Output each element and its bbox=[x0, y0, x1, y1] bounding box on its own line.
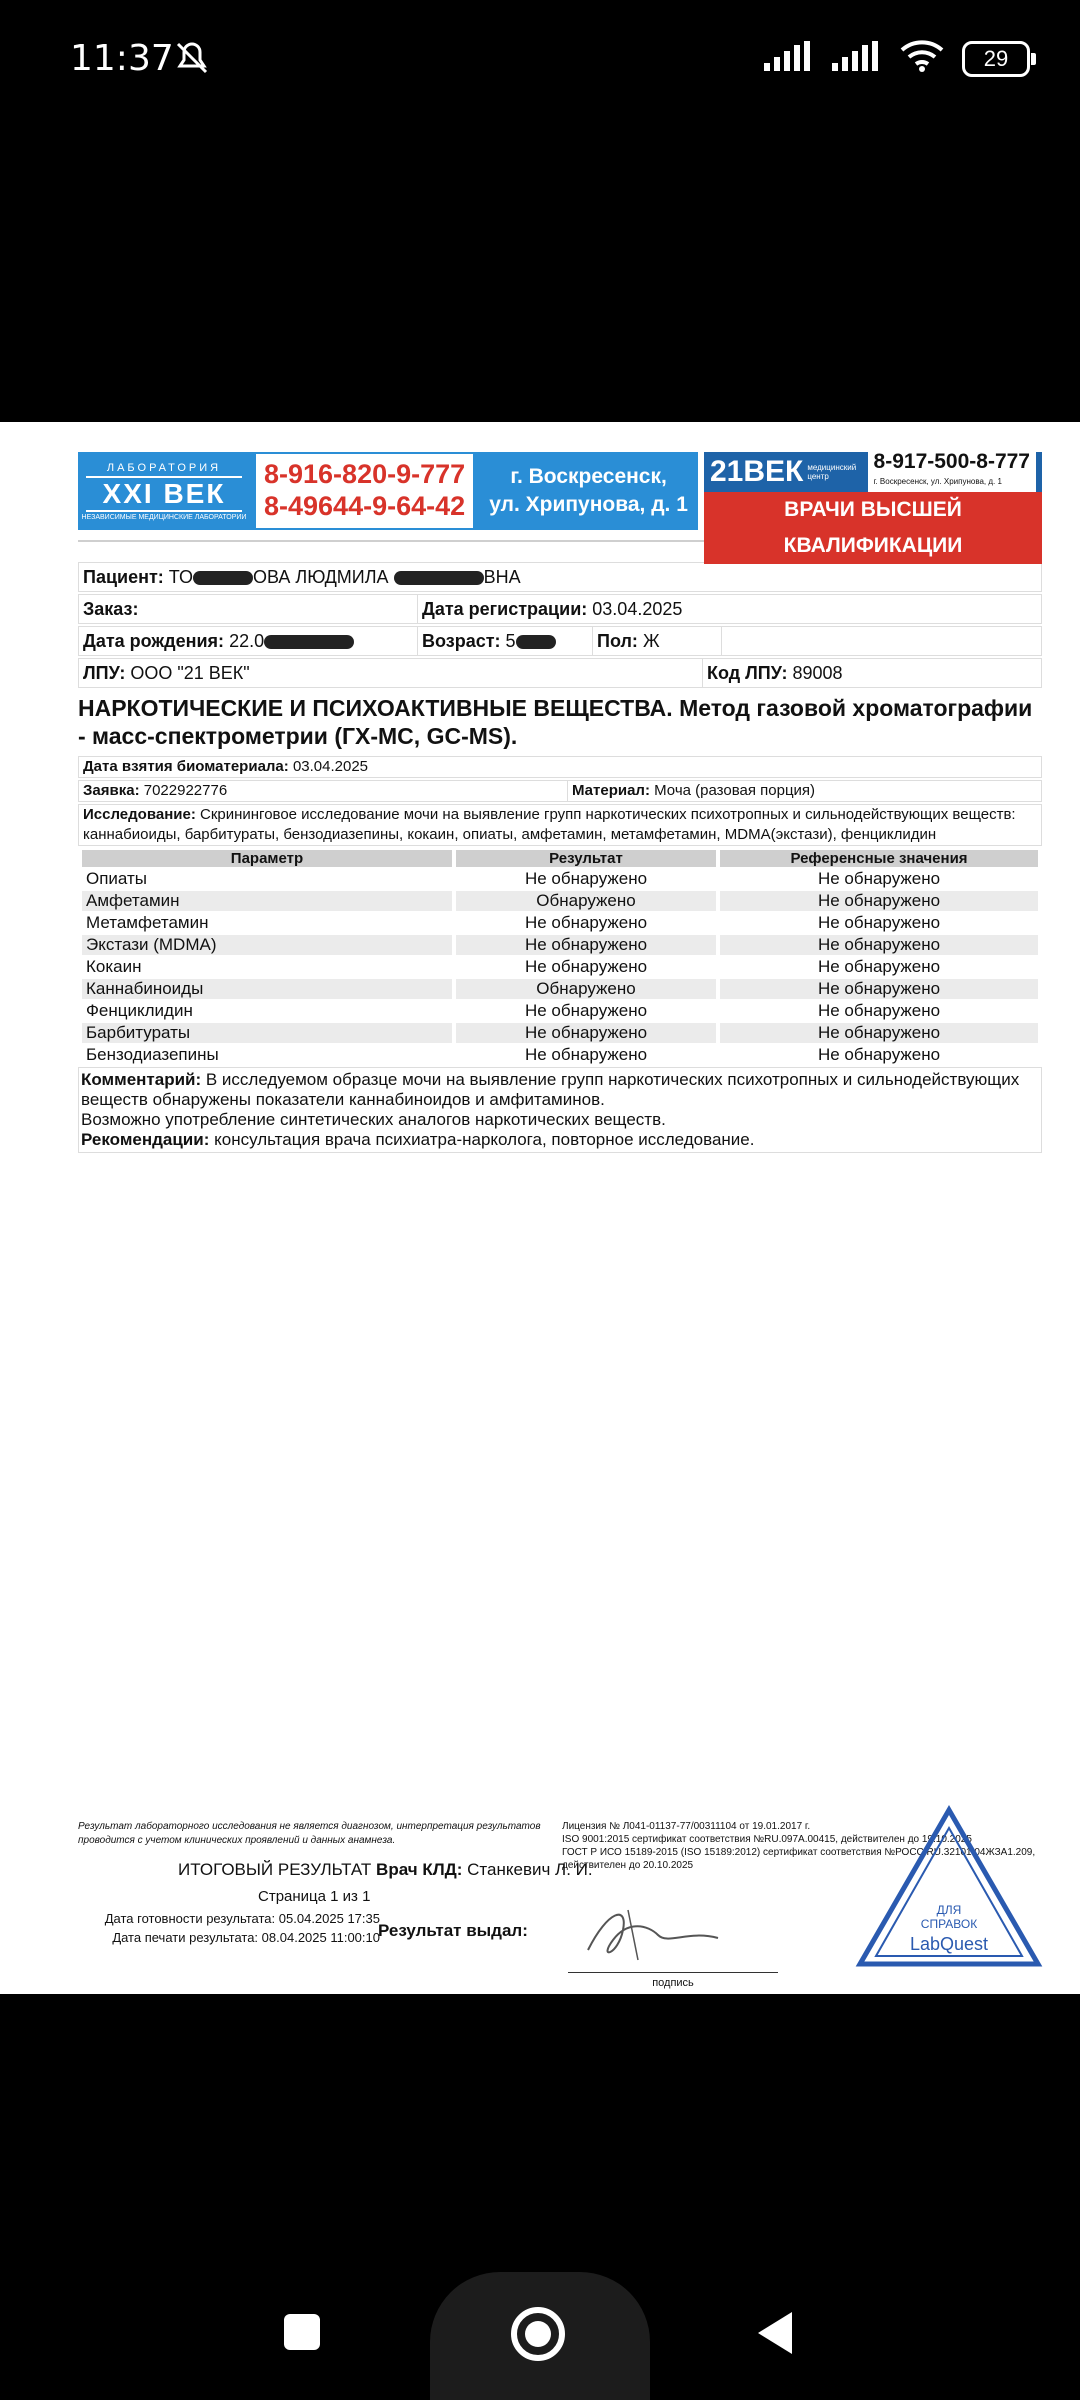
disclaimer: Результат лабораторного исследования не является диагнозом, интерпретация результатов проводится с учетом клинических проявлений и данных анамнеза. bbox=[78, 1821, 541, 1846]
result-cell: Не обнаружено bbox=[524, 913, 648, 932]
home-button[interactable] bbox=[510, 2306, 566, 2362]
city: г. Воскресенск, bbox=[510, 465, 667, 488]
table-row bbox=[82, 957, 1038, 977]
parameter-cell: Каннабиноиды bbox=[82, 979, 452, 999]
col-reference: Референсные значения bbox=[720, 850, 1038, 867]
recents-button[interactable] bbox=[282, 2312, 322, 2352]
result-cell: Не обнаружено bbox=[456, 935, 716, 955]
phone-3: 8-917-500-8-777 bbox=[873, 450, 1030, 473]
battery-icon: 29 bbox=[962, 41, 1030, 77]
dob-row: Дата рождения: 22.0 Возраст: 5 Пол: Ж bbox=[78, 626, 1042, 656]
col-result: Результат bbox=[456, 850, 716, 867]
slogan: ВРАЧИ ВЫСШЕЙ КВАЛИФИКАЦИИ bbox=[704, 492, 1042, 564]
labquest-stamp bbox=[854, 1804, 1044, 1974]
parameter-cell: Амфетамин bbox=[82, 891, 452, 911]
patient-row: Пациент: ТО ОВА ЛЮДМИЛА ВНА bbox=[78, 562, 1042, 592]
page-info: Страница 1 из 1 bbox=[258, 1888, 371, 1905]
phone-1: 8-916-820-9-777 bbox=[264, 459, 466, 489]
result-cell: Не обнаружено bbox=[524, 1001, 648, 1020]
signature bbox=[568, 1900, 748, 1970]
brand-sub: медицинский центр bbox=[807, 463, 857, 481]
reference-cell: Не обнаружено bbox=[817, 913, 941, 932]
reference-cell: Не обнаружено bbox=[817, 1045, 941, 1064]
reference-cell: Не обнаружено bbox=[720, 979, 1038, 999]
wifi-icon bbox=[900, 40, 944, 77]
phone-2: 8-49644-9-64-42 bbox=[264, 491, 466, 521]
result-dates: Дата готовности результата: 05.04.2025 17:35 Дата печати результата: 08.04.2025 11:00:10 bbox=[104, 1911, 380, 1945]
header-banner bbox=[78, 450, 1042, 557]
navigation-bar bbox=[0, 2200, 1080, 2400]
lab-logo: ЛАБОРАТОРИЯ XXI ВЕК НЕЗАВИСИМЫЕ МЕДИЦИНСКИЕ ЛАБОРАТОРИИ bbox=[81, 461, 247, 521]
brand-21vek: 21ВЕК bbox=[710, 455, 804, 488]
result-cell: Не обнаружено bbox=[524, 957, 648, 976]
parameter-cell: Кокаин bbox=[86, 957, 142, 976]
signature-line: подпись bbox=[568, 1972, 778, 1989]
col-parameter: Параметр bbox=[82, 850, 452, 867]
redaction bbox=[193, 571, 253, 585]
result-cell: Обнаружено bbox=[456, 979, 716, 999]
reference-cell: Не обнаружено bbox=[817, 957, 941, 976]
street: ул. Хрипунова, д. 1 bbox=[489, 493, 688, 516]
signal-icon-2 bbox=[832, 41, 882, 76]
test-title: НАРКОТИЧЕСКИЕ И ПСИХОАКТИВНЫЕ ВЕЩЕСТВА. Метод газовой хроматографии - масс-спектрометрии (ГХ-МС, GC-MS). bbox=[78, 695, 1033, 749]
redaction bbox=[264, 635, 354, 649]
back-button[interactable] bbox=[756, 2310, 796, 2356]
stamp-text-3: LabQuest bbox=[909, 1934, 989, 1954]
stamp-text-2: СПРАВОК bbox=[920, 1917, 978, 1931]
table-row bbox=[82, 891, 1038, 911]
table-row bbox=[82, 1023, 1038, 1043]
final-result: ИТОГОВЫЙ РЕЗУЛЬТАТ Врач КЛД: Станкевич Л. И. bbox=[178, 1860, 593, 1879]
order-row: Заказ: Дата регистрации: 03.04.2025 bbox=[78, 594, 1042, 624]
issued-by: Результат выдал: bbox=[378, 1921, 528, 1940]
sample-date-row: Дата взятия биоматериала: 03.04.2025 bbox=[78, 756, 1042, 778]
result-cell: Обнаружено bbox=[456, 891, 716, 911]
reference-cell: Не обнаружено bbox=[817, 869, 941, 888]
signal-icon bbox=[764, 41, 814, 76]
results-table bbox=[78, 848, 1042, 1067]
addr-2: г. Воскресенск, ул. Хрипунова, д. 1 bbox=[873, 477, 1002, 486]
reference-cell: Не обнаружено bbox=[817, 1001, 941, 1020]
licenses: Лицензия № Л041-01137-77/00311104 от 19.01.2017 г. ISO 9001:2015 сертификат соответствия №RU.097A.00415, действителен до 19.10.2025 ГОСТ Р ИСО 15189-2015 (ISO 15189:2012) сертификат соответствия №РОСС RU.32101.04ЖЗА1.209, действителен до 20.10.2025 bbox=[562, 1821, 1036, 1871]
parameter-cell: Бензодиазепины bbox=[86, 1045, 219, 1064]
parameter-cell: Барбитураты bbox=[82, 1023, 452, 1043]
parameter-cell: Фенциклидин bbox=[86, 1001, 193, 1020]
clock: 11:37 bbox=[70, 38, 174, 79]
redaction bbox=[516, 635, 556, 649]
table-row bbox=[82, 979, 1038, 999]
table-row bbox=[82, 1045, 1038, 1065]
parameter-cell: Метамфетамин bbox=[86, 913, 209, 932]
request-row: Заявка: 7022922776 Материал: Моча (разовая порция) bbox=[78, 780, 1042, 802]
table-row bbox=[82, 913, 1038, 933]
mute-icon bbox=[172, 40, 212, 81]
parameter-cell: Экстази (MDMA) bbox=[82, 935, 452, 955]
reference-cell: Не обнаружено bbox=[720, 935, 1038, 955]
lpu-row: ЛПУ: ООО "21 ВЕК" Код ЛПУ: 89008 bbox=[78, 658, 1042, 688]
table-row bbox=[82, 1001, 1038, 1021]
document-page[interactable] bbox=[0, 422, 1080, 1994]
redaction bbox=[394, 571, 484, 585]
result-cell: Не обнаружено bbox=[456, 1023, 716, 1043]
table-row bbox=[82, 869, 1038, 889]
result-cell: Не обнаружено bbox=[524, 1045, 648, 1064]
status-bar bbox=[0, 0, 1080, 120]
comments-box: Комментарий: В исследуемом образце мочи на выявление групп наркотических психотропных и сильнодействующих веществ обнаружены показатели каннабиноидов и амфитаминов. Возможно употребление синтетических аналогов наркотических веществ. Рекомендации: консультация врача психиатра-нарколога, повторное исследование. bbox=[78, 1067, 1042, 1153]
parameter-cell: Опиаты bbox=[86, 869, 148, 888]
reference-cell: Не обнаружено bbox=[720, 891, 1038, 911]
stamp-text-1: ДЛЯ bbox=[936, 1903, 962, 1917]
result-cell: Не обнаружено bbox=[524, 869, 648, 888]
reference-cell: Не обнаружено bbox=[720, 1023, 1038, 1043]
table-row bbox=[82, 935, 1038, 955]
study-row: Исследование: Скрининговое исследование мочи на выявление групп наркотических психотропных и сильнодействующих веществ: каннабиоиды, барбитураты, бензодиазепины, кокаин, опиаты, амфетамин, метамфетамин, MDMA(экстази), фенциклидин bbox=[78, 804, 1042, 846]
